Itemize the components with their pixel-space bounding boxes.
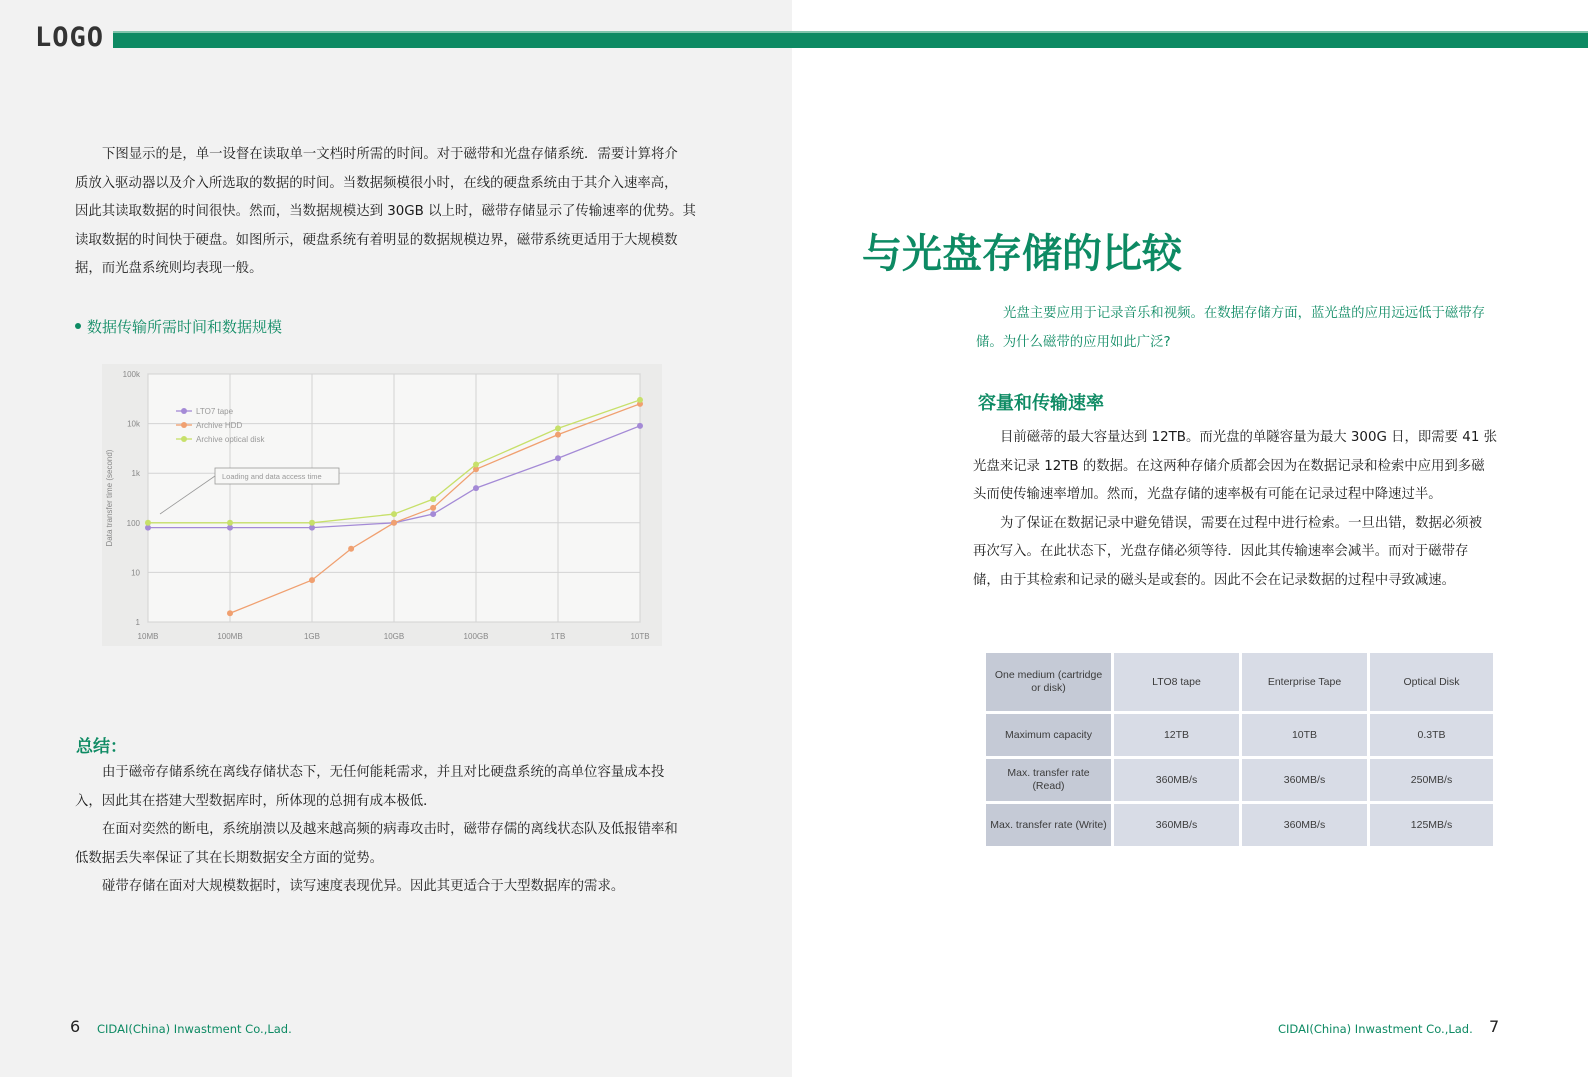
section-title: 容量和传输速率 — [978, 393, 1104, 414]
chart-heading-text: 数据传输所需时间和数据规模 — [87, 318, 283, 336]
left-intro-line: 因此其读取数据的时间很快。然而，当数据规模达到 30GB 以上时，磁带存储显示了传输速率的优势。其 — [75, 204, 696, 219]
series-point — [391, 511, 397, 517]
x-tick-label: 100GB — [463, 632, 489, 641]
x-tick-label: 10TB — [630, 632, 650, 641]
table-cell: 360MB/s — [1242, 804, 1367, 846]
y-tick-label: 1 — [135, 618, 140, 627]
series-point — [555, 455, 561, 461]
y-tick-label: 10 — [131, 568, 140, 578]
x-tick-label: 1TB — [550, 632, 566, 641]
header-highlight-line — [113, 31, 1588, 33]
right-body-line: 目前磁蒂的最大容量达到 12TB。而光盘的单隧容量为最大 300G 日，即需要 41 张 — [1000, 430, 1497, 445]
series-point — [473, 485, 479, 491]
series-point — [637, 397, 643, 403]
legend-label: Archive optical disk — [196, 435, 265, 444]
left-intro-paragraph — [75, 141, 725, 284]
right-body-line: 为了保证在数据记录中避免错误，需要在过程中进行检索。一旦出错，数据必须被 — [1000, 515, 1483, 531]
y-tick-label: 1k — [131, 469, 140, 479]
summary-line: 在面对奕然的断电，系统崩溃以及越来越高频的病毒攻击时，磁带存儒的离线状态队及低报错率和 — [102, 822, 678, 837]
table-header-cell: LTO8 tape — [1114, 653, 1239, 711]
company-name-right: CIDAI(China) Inwastment Co.,Lad. — [1278, 1022, 1473, 1036]
table-cell: 360MB/s — [1114, 804, 1239, 846]
chart-heading — [75, 316, 282, 337]
table-cell: 12TB — [1114, 714, 1239, 756]
table-row — [986, 714, 1493, 756]
x-tick-label: 10MB — [137, 632, 159, 641]
series-point — [430, 511, 436, 517]
page-title: 与光盘存储的比较 — [862, 231, 1182, 277]
header-bar-left — [113, 31, 792, 48]
left-intro-line: 读取数据的时间快于硬盘。如图所示，硬盘系统有着明显的数据规模边界，磁带系统更适用于大规模数 — [75, 232, 678, 248]
table-cell: 360MB/s — [1114, 759, 1239, 801]
summary-title: 总结： — [76, 737, 127, 757]
legend-swatch-dot — [181, 408, 187, 414]
annotation-text: Loading and data access time — [222, 472, 322, 481]
series-point — [227, 520, 233, 526]
table-cell: 125MB/s — [1370, 804, 1493, 846]
table-row — [986, 804, 1493, 846]
y-tick-label: 100 — [126, 518, 140, 528]
page-number-left: 6 — [70, 1017, 81, 1036]
table-row-header: Max. transfer rate (Write) — [986, 804, 1111, 846]
series-point — [348, 546, 354, 552]
left-intro-line: 下图显示的是，单一设督在读取单一文档时所需的时间。对于磁带和光盘存储系统．需要计算将介 — [102, 147, 678, 162]
table-cell: 10TB — [1242, 714, 1367, 756]
table-cell: 250MB/s — [1370, 759, 1493, 801]
series-point — [430, 496, 436, 502]
series-point — [473, 461, 479, 467]
summary-line: 低数据丢失率保证了其在长期数据安全方面的觉势。 — [75, 850, 383, 866]
page-number-right: 7 — [1489, 1017, 1500, 1036]
y-tick-label: 100k — [122, 370, 140, 379]
logo: LOGO — [35, 22, 105, 53]
table-header-cell: One medium (cartridge or disk) — [986, 653, 1111, 711]
series-point — [145, 520, 151, 526]
chart-svg — [102, 364, 662, 646]
legend-swatch-dot — [181, 436, 187, 442]
series-point — [555, 432, 561, 438]
series-point — [637, 423, 643, 429]
table-header-cell: Enterprise Tape — [1242, 653, 1367, 711]
summary-line: 由于磁帝存储系统在离线存储状态下，无任何能耗需求，并且对比硬盘系统的高单位容量成本投 — [102, 765, 665, 780]
x-tick-label: 1GB — [303, 632, 321, 641]
series-point — [391, 520, 397, 526]
table-cell: 0.3TB — [1370, 714, 1493, 756]
series-point — [309, 520, 315, 526]
company-name-left: CIDAI(China) Inwastment Co.,Lad. — [97, 1022, 292, 1036]
y-axis-label: Data transfer time (second) — [105, 449, 114, 547]
summary-line: 入，因此其在搭建大型数据库时，所体现的总拥有成本极低． — [75, 793, 437, 809]
table-header-row — [986, 653, 1493, 711]
right-body-line: 再次写入。在此状态下，光盘存储必须等待．因此其传输速率会减半。而对于磁带存 — [973, 544, 1469, 559]
table-row — [986, 759, 1493, 801]
summary-paragraph — [75, 759, 725, 902]
left-intro-line: 据，而光盘系统则均表现一般。 — [75, 261, 263, 276]
data-transfer-chart — [102, 364, 662, 646]
right-intro-paragraph — [976, 300, 1496, 357]
legend-label: Archive HDD — [196, 421, 243, 430]
right-body-line: 光盘来记录 12TB 的数据。在这两种存储介质都会因为在数据记录和检索中应用到多磁 — [973, 458, 1485, 474]
legend-swatch-dot — [181, 422, 187, 428]
series-point — [227, 610, 233, 616]
x-tick-label: 100MB — [217, 632, 243, 641]
right-body-line: 头而使传输速率增加。然而，光盘存储的速率极有可能在记录过程中降速过半。 — [973, 487, 1442, 502]
header-bar-right — [792, 31, 1588, 48]
series-point — [309, 577, 315, 583]
right-body-paragraph — [973, 424, 1503, 595]
summary-line: 碰带存储在面对大规模数据时，读写速度表现优异。因此其更适合于大型数据库的需求。 — [102, 879, 625, 894]
bullet-icon — [75, 323, 81, 329]
right-intro-text: 光盘主要应用于记录音乐和视频。在数据存储方面，蓝光盘的应用远远低于磁带存储。为什么磁带的应用如此广泛? — [976, 306, 1486, 350]
y-tick-label: 10k — [127, 419, 140, 429]
table-header-cell: Optical Disk — [1370, 653, 1493, 711]
series-point — [430, 505, 436, 511]
series-point — [555, 425, 561, 431]
table-row-header: Max. transfer rate (Read) — [986, 759, 1111, 801]
table-row-header: Maximum capacity — [986, 714, 1111, 756]
x-tick-label: 10GB — [383, 632, 405, 641]
comparison-table — [983, 650, 1496, 849]
legend-label: LTO7 tape — [196, 407, 234, 416]
table-cell: 360MB/s — [1242, 759, 1367, 801]
right-body-line: 储，由于其检索和记录的磁头是或套的。因此不会在记录数据的过程中寻致减速。 — [973, 572, 1456, 588]
left-intro-line: 质放入驱动器以及介入所选取的数据的时间。当数据频模很小时，在线的硬盘系统由于其介入速率高， — [75, 175, 678, 191]
